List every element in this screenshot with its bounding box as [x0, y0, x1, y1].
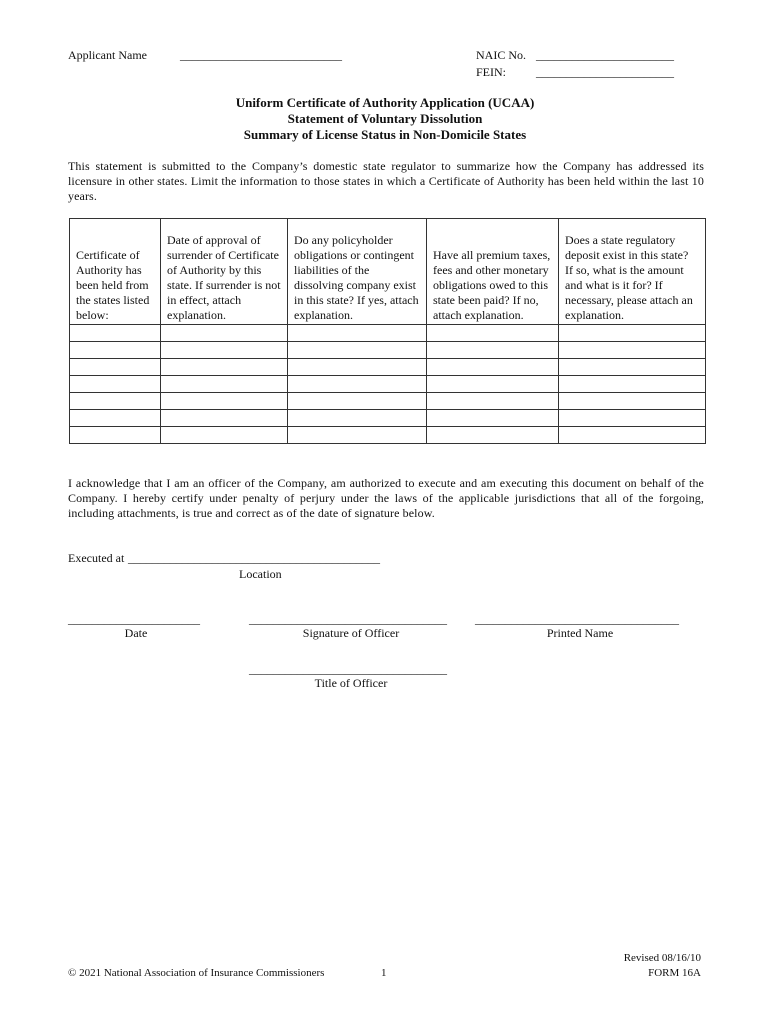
table-cell[interactable] [559, 325, 706, 342]
table-cell[interactable] [161, 410, 288, 427]
column-header-surrender-date: Date of approval of surrender of Certificate of Authority by this state. If surrender is not in effect, attach explanation. [161, 219, 288, 325]
table-cell[interactable] [427, 427, 559, 444]
table-cell[interactable] [70, 342, 161, 359]
column-header-states: Certificate of Authority has been held from the states listed below: [70, 219, 161, 325]
table-row [70, 342, 706, 359]
column-header-regulatory-deposit: Does a state regulatory deposit exist in this state? If so, what is the amount and what is it for? If necessary, please attach an explanation. [559, 219, 706, 325]
table-cell[interactable] [559, 359, 706, 376]
table-cell[interactable] [559, 376, 706, 393]
table-cell[interactable] [427, 393, 559, 410]
table-cell[interactable] [70, 427, 161, 444]
table-cell[interactable] [288, 376, 427, 393]
copyright-notice: © 2021 National Association of Insurance Commissioners [68, 967, 325, 979]
table-row [70, 325, 706, 342]
table-cell[interactable] [161, 376, 288, 393]
title-of-officer-field[interactable]: _________________________________ [249, 662, 447, 676]
table-cell[interactable] [427, 359, 559, 376]
table-cell[interactable] [559, 393, 706, 410]
date-label: Date [124, 626, 148, 640]
table-cell[interactable] [288, 342, 427, 359]
table-cell[interactable] [427, 410, 559, 427]
table-cell[interactable] [427, 342, 559, 359]
table-cell[interactable] [161, 393, 288, 410]
applicant-name-label: Applicant Name [68, 48, 147, 62]
table-cell[interactable] [161, 325, 288, 342]
executed-at-field[interactable]: __________________________________________ [128, 551, 380, 565]
table-cell[interactable] [70, 410, 161, 427]
table-cell[interactable] [427, 325, 559, 342]
table-row [70, 427, 706, 444]
form-number: FORM 16A [648, 967, 701, 979]
document-section-title: Summary of License Status in Non-Domicile States [243, 127, 527, 142]
table-header-row [70, 219, 706, 325]
page-number: 1 [381, 967, 387, 979]
table-cell[interactable] [70, 325, 161, 342]
intro-paragraph: This statement is submitted to the Company’s domestic state regulator to summarize how the Company has addressed its licensure in other states. Limit the information to those states in which a Certificate of Authority has been held within the last 10 years. [68, 159, 704, 203]
applicant-name-field[interactable]: ___________________________ [180, 48, 342, 62]
executed-at-label: Executed at [68, 551, 125, 565]
table-cell[interactable] [70, 393, 161, 410]
table-row [70, 410, 706, 427]
table-row [70, 359, 706, 376]
table-cell[interactable] [161, 427, 288, 444]
table-row [70, 393, 706, 410]
location-label: Location [239, 567, 282, 581]
table-cell[interactable] [288, 427, 427, 444]
table-cell[interactable] [161, 342, 288, 359]
signature-of-officer-label: Signature of Officer [302, 626, 400, 640]
table-cell[interactable] [288, 359, 427, 376]
table-cell[interactable] [288, 393, 427, 410]
table-cell[interactable] [161, 359, 288, 376]
table-cell[interactable] [70, 376, 161, 393]
title-of-officer-label: Title of Officer [314, 676, 388, 690]
table-cell[interactable] [288, 325, 427, 342]
table-cell[interactable] [70, 359, 161, 376]
column-header-policyholder-obligations: Do any policyholder obligations or contingent liabilities of the dissolving company exist in this state? If yes, attach explanation. [288, 219, 427, 325]
date-field[interactable]: ______________________ [68, 612, 200, 626]
naic-field[interactable]: _______________________ [536, 48, 674, 62]
table-row [70, 376, 706, 393]
document-title: Uniform Certificate of Authority Application (UCAA) [235, 95, 535, 110]
printed-name-field[interactable]: __________________________________ [475, 612, 679, 626]
naic-label: NAIC No. [476, 48, 526, 62]
fein-label: FEIN: [476, 65, 506, 79]
acknowledgement-paragraph: I acknowledge that I am an officer of the Company, am authorized to execute and am executing this document on behalf of the Company. I hereby certify under penalty of perjury under the laws of the applicable jurisdictions that all of the forgoing, including attachments, is true and correct as of the date of signature below. [68, 476, 704, 520]
table-cell[interactable] [559, 410, 706, 427]
table-cell[interactable] [427, 376, 559, 393]
license-status-table [69, 218, 706, 444]
document-subtitle: Statement of Voluntary Dissolution [287, 111, 483, 126]
printed-name-label: Printed Name [546, 626, 614, 640]
table-cell[interactable] [288, 410, 427, 427]
fein-field[interactable]: _______________________ [536, 65, 674, 79]
table-cell[interactable] [559, 342, 706, 359]
column-header-premium-taxes: Have all premium taxes, fees and other monetary obligations owed to this state been paid? If no, attach explanation. [427, 219, 559, 325]
revised-date: Revised 08/16/10 [623, 952, 701, 964]
signature-of-officer-field[interactable]: _________________________________ [249, 612, 447, 626]
table-cell[interactable] [559, 427, 706, 444]
